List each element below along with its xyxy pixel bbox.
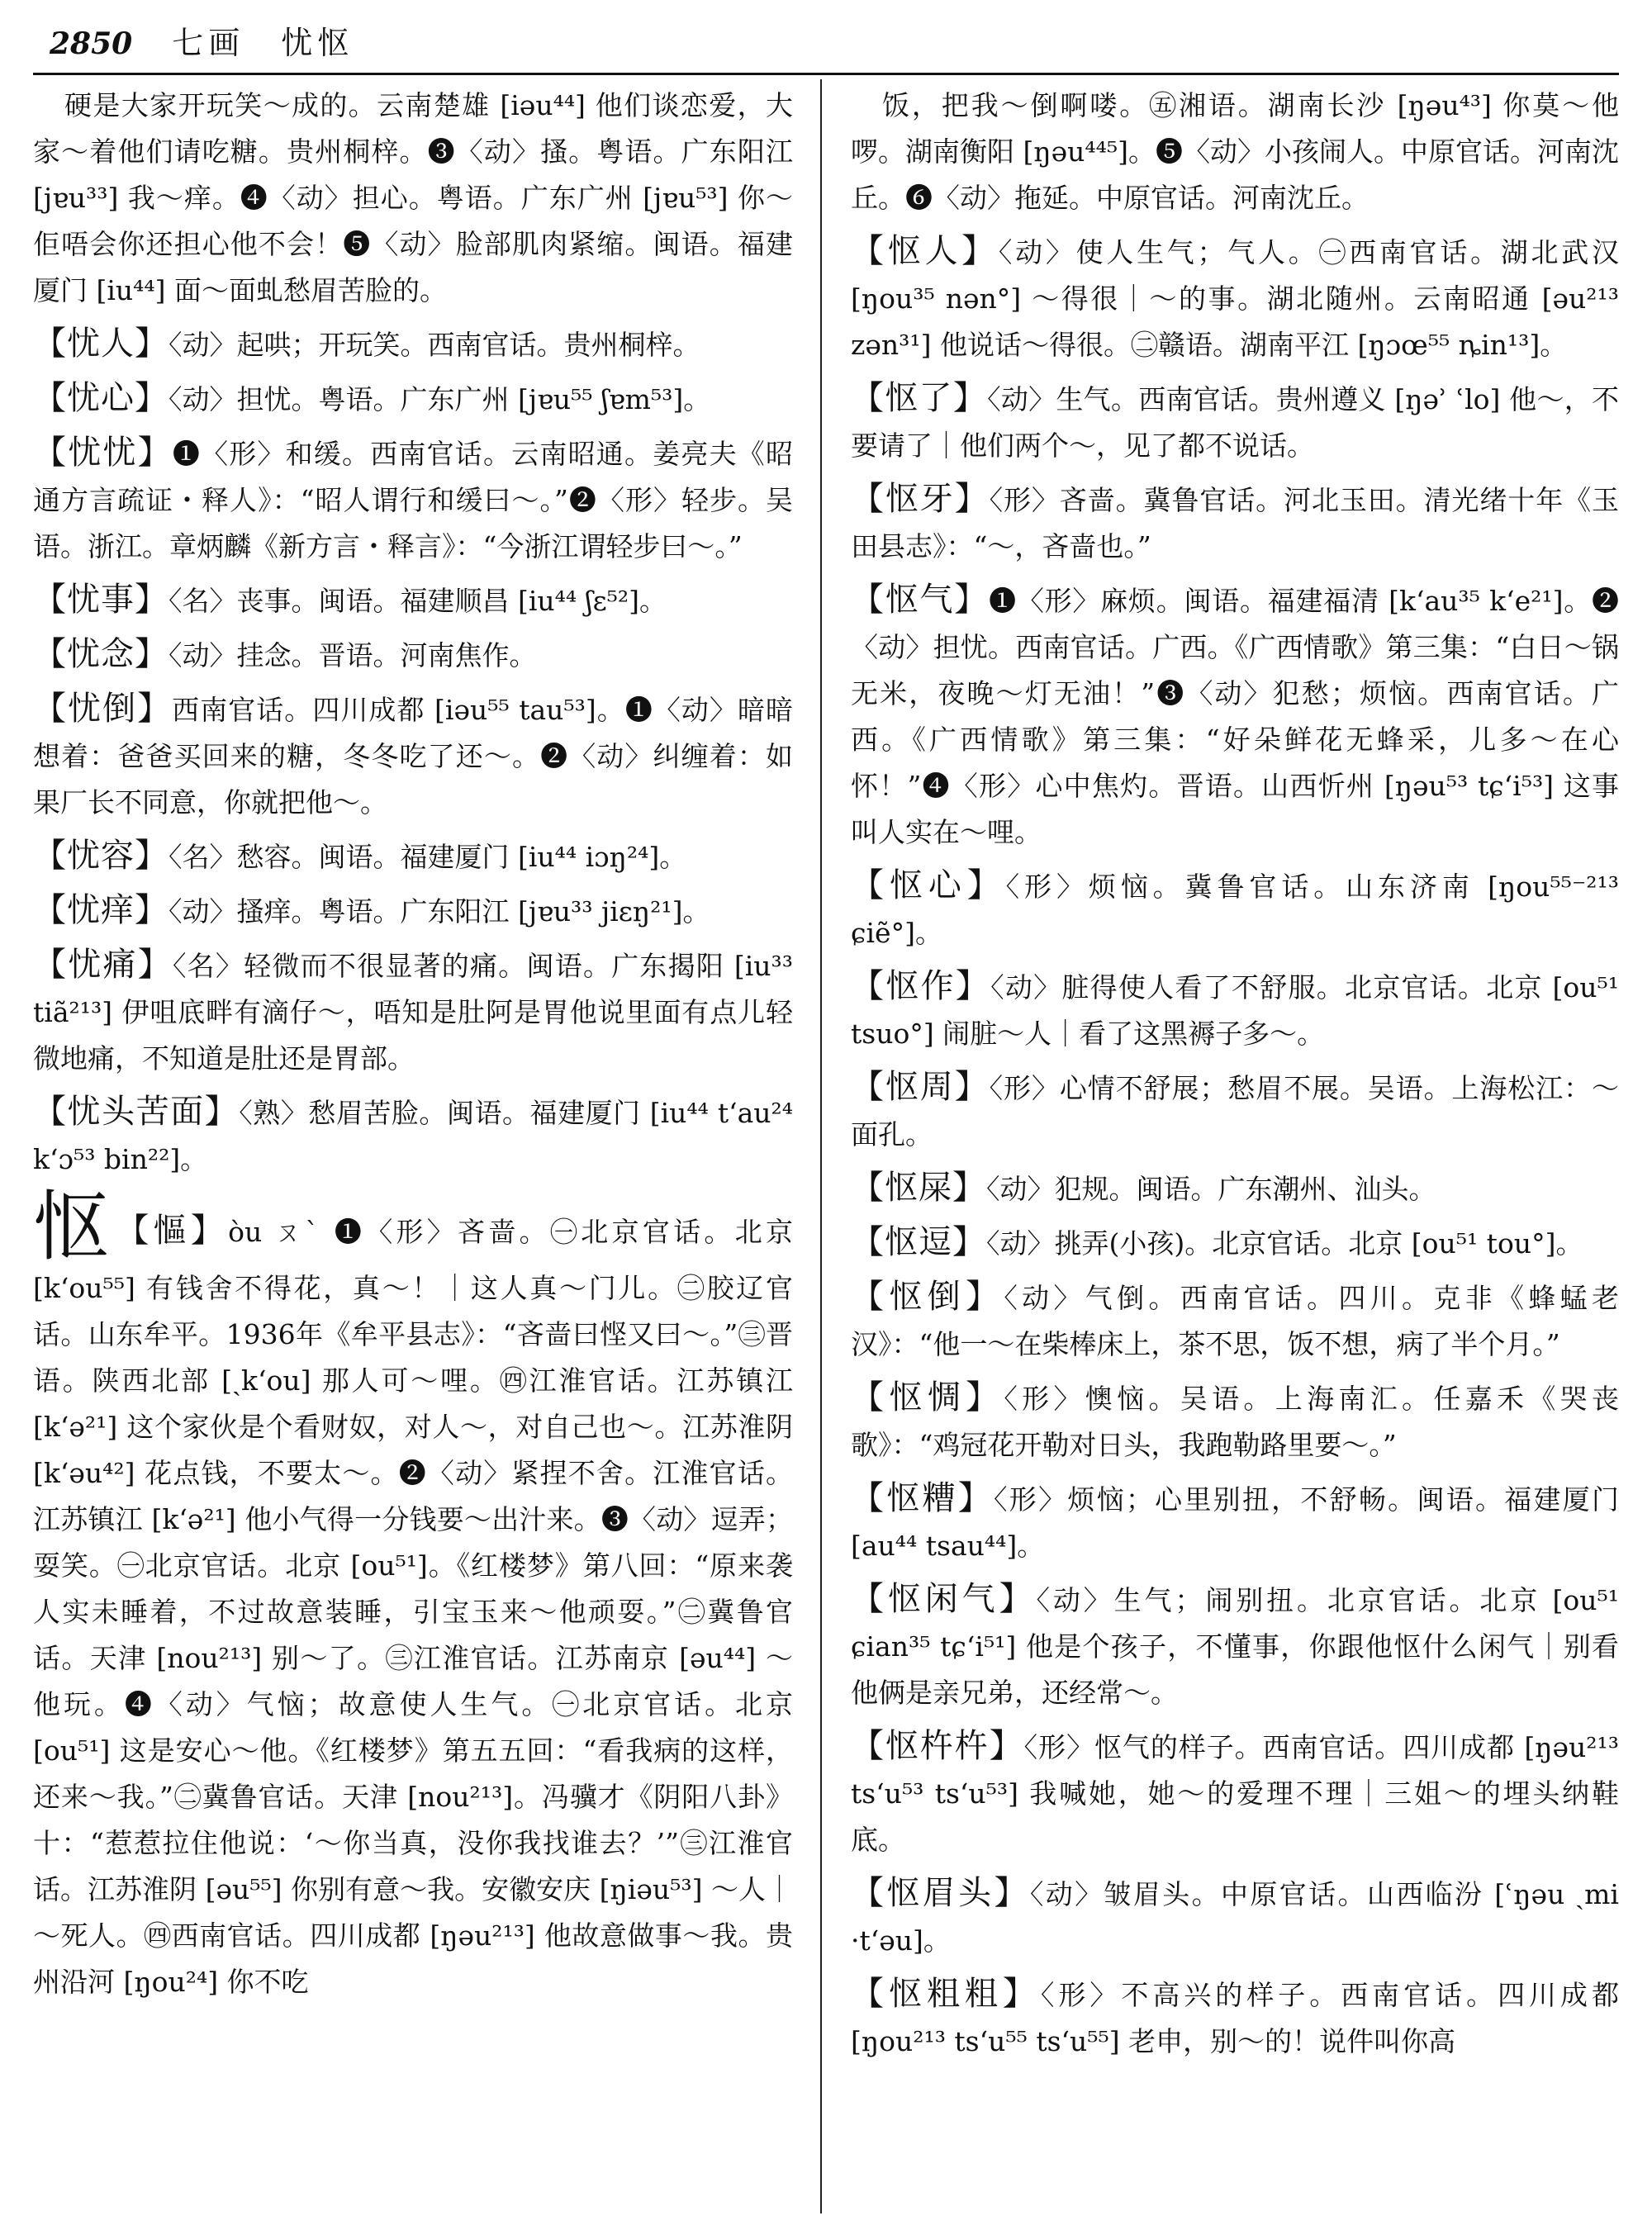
dictionary-entry (33, 375, 793, 423)
entry-headword: 【忧念】 (33, 635, 169, 673)
entry-headword: 【忧痒】 (33, 891, 169, 929)
entry-headword: 【忧事】 (33, 581, 169, 619)
entry-headword: 【慪】 (116, 1212, 229, 1250)
entry-definition: 〈形〉怄气的样子。西南官话。四川成都 [ŋəu²¹³ tsʻu⁵³ tsʻu⁵³] 我喊她，她～的爱理不理｜三姐～的埋头纳鞋底。 (851, 1731, 1619, 1856)
entry-headword: 【忧痛】 (33, 946, 173, 984)
dictionary-entry (851, 1165, 1619, 1212)
entry-headword: 【怄屎】 (851, 1169, 986, 1207)
page-header (50, 18, 1619, 68)
dictionary-entry (851, 1219, 1619, 1267)
entry-definition: 〈动〉搔痒。粤语。广东阳江 [jɐu³³ jiɛŋ²¹]。 (169, 895, 710, 928)
entry-text: 硬是大家开玩笑～成的。云南楚雄 [iəu⁴⁴] 他们谈恋爱，大家～着他们请吃糖。贵州桐梓。❸〈动〉搔。粤语。广东阳江 [jɐu³³] 我～痒。❹〈动〉担心。粤语。广东广州 [jɐu⁵³] 你～佢唔会你还担心他不会！❺〈动〉脸部肌肉紧缩。闽语。福建厦门 [iu⁴⁴] 面～面虬愁眉苦脸的。 (33, 89, 793, 306)
dictionary-entry (851, 1971, 1619, 2065)
entry-definition: 〈动〉担忧。粤语。广东广州 [jɐu⁵⁵ ʃɐm⁵³]。 (169, 383, 711, 415)
dictionary-entry (851, 963, 1619, 1057)
dictionary-entry (851, 1274, 1619, 1368)
right-column (851, 83, 1619, 2213)
entry-definition: 〈熟〉愁眉苦脸。闽语。福建厦门 [iu⁴⁴ tʻau²⁴ kʻɔ⁵³ bin²²]。 (33, 1097, 793, 1175)
entry-definition: ❶〈形〉麻烦。闽语。福建福清 [kʻau³⁵ kʻe²¹]。❷〈动〉担忧。西南官话。广西。《广西情歌》第三集：“白日～锅无米，夜晚～灯无油！”❸〈动〉犯愁；烦恼。西南官话。广西。《广西情歌》第三集：“好朵鲜花无蜂采，儿多～在心怀！”❹〈形〉心中焦灼。晋语。山西忻州 [ŋəu⁵³ tɕʻi⁵³] 这事叫人实在～哩。 (851, 585, 1619, 848)
entry-headword: 【忧人】 (33, 325, 169, 363)
entry-definition: 〈动〉脏得使人看了不舒服。北京官话。北京 [ou⁵¹ tsuo°] 闹脏～人｜看了这黑褥子多～。 (851, 971, 1619, 1050)
entry-definition: 〈动〉气倒。西南官话。四川。克非《蜂蜢老汉》：“他一～在柴棒床上，茶不思，饭不想，病了半个月。” (851, 1282, 1619, 1360)
header-rule (33, 73, 1619, 75)
dictionary-entry (33, 320, 793, 368)
entry-definition: 〈名〉丧事。闽语。福建顺昌 [iu⁴⁴ ʃɛ⁵²]。 (169, 585, 667, 617)
main-character: 怄 (33, 1183, 113, 1271)
dictionary-entry (33, 429, 793, 570)
entry-headword: 【忧忧】 (33, 434, 173, 472)
entry-headword: 【怄倒】 (851, 1278, 1004, 1316)
dictionary-entry (33, 631, 793, 679)
dictionary-entry (851, 375, 1619, 469)
entry-definition: 〈动〉犯规。闽语。广东潮州、汕头。 (986, 1173, 1436, 1205)
entry-headword: 【怄粗粗】 (851, 1975, 1041, 2013)
dictionary-entry (851, 228, 1619, 368)
page-title: 七画 忧怄 (172, 25, 354, 61)
entry-definition: 〈形〉烦恼；心里别扭，不舒畅。闽语。福建厦门 [au⁴⁴ tsau⁴⁴]。 (851, 1483, 1619, 1562)
dictionary-entry (851, 1576, 1619, 1716)
entry-headword: 【怄周】 (851, 1068, 990, 1106)
entry-definition: 〈动〉起哄；开玩笑。西南官话。贵州桐梓。 (169, 329, 700, 361)
entry-continuation (851, 83, 1619, 221)
entry-definition: 西南官话。四川成都 [iəu⁵⁵ tau⁵³]。❶〈动〉暗暗想着：爸爸买回来的糖，冬冬吃了还～。❷〈动〉纠缠着：如果厂长不同意，你就把他～。 (33, 694, 793, 818)
entry-headword: 【怄心】 (851, 866, 1006, 904)
dictionary-entry (33, 942, 793, 1082)
entry-headword: 【忧倒】 (33, 690, 173, 728)
entry-headword: 【怄牙】 (851, 480, 990, 518)
entry-headword: 【怄了】 (851, 379, 988, 417)
dictionary-entry (851, 476, 1619, 570)
dictionary-entry (851, 1374, 1619, 1468)
entry-definition: 〈动〉生气。西南官话。贵州遵义 [ŋəʾ ʿlo] 他～，不要请了｜他们两个～，见了都不说话。 (851, 383, 1619, 462)
column-divider (820, 79, 822, 2213)
entry-definition: 〈动〉使人生气；气人。㊀西南官话。湖北武汉 [ŋou³⁵ nən°] ～得很｜～的事。湖北随州。云南昭通 [əu²¹³ zən³¹] 他说话～得很。㊁赣语。湖南平江 [ŋɔœ⁵⁵ ȵin¹³]。 (851, 236, 1619, 361)
entry-definition: 〈动〉挑弄(小孩)。北京官话。北京 [ou⁵¹ tou°]。 (986, 1227, 1583, 1260)
entry-definition: 〈名〉轻微而不很显著的痛。闽语。广东揭阳 [iu³³ tiã²¹³] 伊咀底畔有滴仔～，唔知是肚阿是胃他说里面有点儿轻微地痛，不知道是肚还是胃部。 (33, 950, 793, 1075)
dictionary-entry (33, 686, 793, 826)
dictionary-entry (33, 1089, 793, 1183)
dictionary-entry (851, 1475, 1619, 1569)
entry-definition: 〈形〉不高兴的样子。西南官话。四川成都 [ŋou²¹³ tsʻu⁵⁵ tsʻu⁵⁵] 老申，别～的！说件叫你高 (851, 1979, 1619, 2057)
dictionary-entry (33, 576, 793, 624)
entry-definition: 〈名〉愁容。闽语。福建厦门 [iu⁴⁴ iɔŋ²⁴]。 (169, 841, 687, 873)
entry-definition: 〈形〉懊恼。吴语。上海南汇。任嘉禾《哭丧歌》：“鸡冠花开勒对日头，我跑勒路里要～。” (851, 1383, 1619, 1461)
entry-definition: 〈动〉挂念。晋语。河南焦作。 (169, 639, 537, 671)
dictionary-entry (851, 862, 1619, 956)
entry-definition: 〈动〉皱眉头。中原官话。山西临汾 [ʿŋəu ˏmi ·tʻəu]。 (851, 1878, 1619, 1957)
main-character-entry (33, 1183, 793, 2005)
entry-headword: 【怄气】 (851, 581, 990, 619)
entry-definition: 〈形〉心情不舒展；愁眉不展。吴语。上海松江：～面孔。 (851, 1072, 1619, 1151)
entry-headword: 【怄闲气】 (851, 1580, 1037, 1618)
entry-continuation (33, 83, 793, 314)
dictionary-entry (33, 833, 793, 880)
entry-headword: 【怄惆】 (851, 1378, 1004, 1416)
page-number: 2850 (50, 26, 133, 61)
dictionary-entry (851, 1064, 1619, 1158)
entry-headword: 【忧容】 (33, 837, 169, 875)
entry-headword: 【怄逗】 (851, 1223, 986, 1261)
entry-headword: 【怄人】 (851, 232, 999, 270)
dictionary-entry (851, 576, 1619, 856)
entry-definition: 〈形〉吝啬。冀鲁官话。河北玉田。清光绪十年《玉田县志》：“～，吝啬也。” (851, 484, 1619, 562)
entry-definition: 〈动〉生气；闹别扭。北京官话。北京 [ou⁵¹ ɕian³⁵ tɕʻi⁵¹] 他是个孩子，不懂事，你跟他怄什么闲气｜别看他俩是亲兄弟，还经常～。 (851, 1584, 1619, 1709)
entry-headword: 【怄作】 (851, 967, 991, 1005)
entry-headword: 【忧头苦面】 (33, 1093, 240, 1131)
entry-definition: 〈形〉烦恼。冀鲁官话。山东济南 [ŋou⁵⁵⁻²¹³ ɕiẽ°]。 (851, 871, 1619, 949)
entry-headword: 【怄杵杵】 (851, 1727, 1024, 1765)
entry-definition: òu ㄡˋ ❶〈形〉吝啬。㊀北京官话。北京 [kʻou⁵⁵] 有钱舍不得花，真～！｜这人真～门儿。㊁胶辽官话。山东牟平。1936年《牟平县志》：“吝啬曰悭又曰～。”㊂晋语。陕西北部 [ˏkʻou] 那人可～哩。㊃江淮官话。江苏镇江 [kʻə²¹] 这个家伙是个看财奴，对人～，对自己也～。江苏淮阴 [kʻəu⁴²] 花点钱，不要太～。❷〈动〉紧捏不舍。江淮官话。江苏镇江 [kʻə²¹] 他小气得一分钱要～出汁来。❸〈动〉逗弄；耍笑。㊀北京官话。北京 [ou⁵¹]。《红楼梦》第八回：“原来袭人实未睡着，不过故意装睡，引宝玉来～他顽耍。”㊁冀鲁官话。天津 [nou²¹³] 别～了。㊂江淮官话。江苏南京 [əu⁴⁴] ～他玩。❹〈动〉气恼；故意使人生气。㊀北京官话。北京 [ou⁵¹] 这是安心～他。《红楼梦》第五五回：“看我病的这样，还来～我。”㊁冀鲁官话。天津 [nou²¹³]。冯骥才《阴阳八卦》十：“惹惹拉住他说：‘～你当真，没你我找谁去？’”㊂江淮官话。江苏淮阴 [əu⁵⁵] 你别有意～我。安徽安庆 [ŋiəu⁵³] ～人｜～死人。㊃西南官话。四川成都 [ŋəu²¹³] 他故意做事～我。贵州沿河 [ŋou²⁴] 你不吃 (33, 1216, 793, 1998)
entry-text: 饭，把我～倒啊喽。㊄湘语。湖南长沙 [ŋəu⁴³] 你莫～他啰。湖南衡阳 [ŋəu⁴⁴⁵]。❺〈动〉小孩闹人。中原官话。河南沈丘。❻〈动〉拖延。中原官话。河南沈丘。 (851, 89, 1619, 214)
entry-headword: 【忧心】 (33, 379, 169, 417)
entry-headword: 【怄眉头】 (851, 1874, 1030, 1912)
dictionary-entry (33, 887, 793, 935)
dictionary-entry (851, 1870, 1619, 1964)
entry-headword: 【怄糟】 (851, 1479, 995, 1517)
dictionary-entry (851, 1723, 1619, 1863)
left-column (33, 83, 793, 2213)
entry-definition: ❶〈形〉和缓。西南官话。云南昭通。姜亮夫《昭通方言疏证・释人》：“昭人谓行和缓曰～。”❷〈形〉轻步。吴语。浙江。章炳麟《新方言・释言》：“今浙江谓轻步曰～。” (33, 438, 793, 562)
